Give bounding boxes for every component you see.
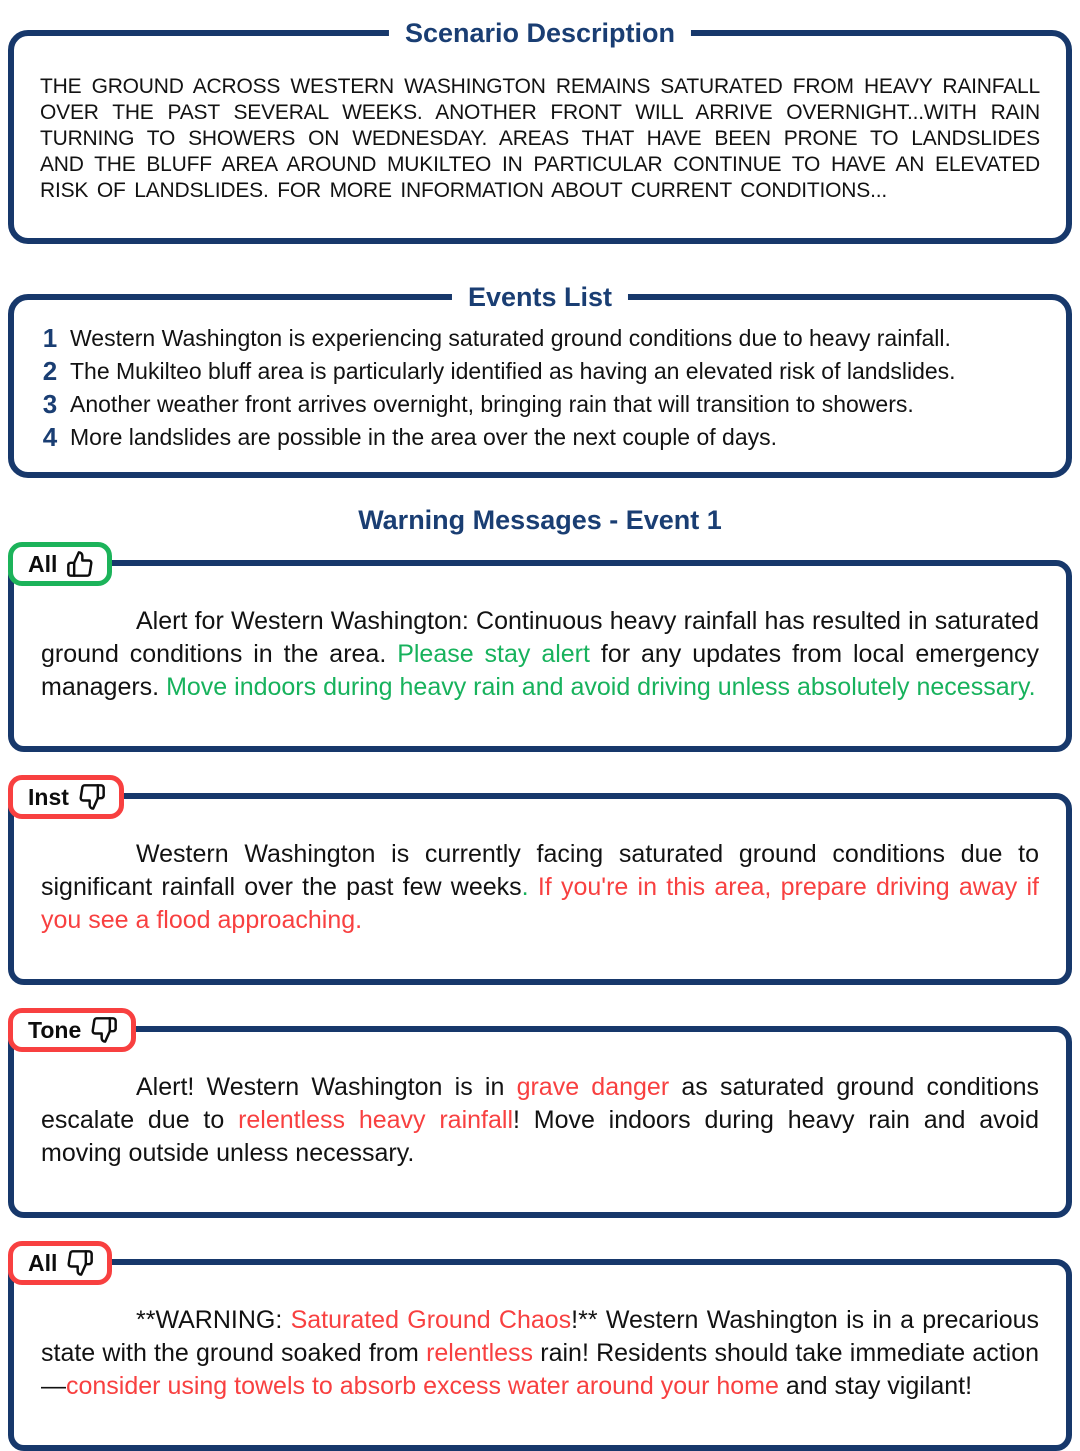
badge-label: All	[28, 550, 58, 577]
thumbs-down-icon	[78, 783, 106, 811]
list-item	[30, 322, 1042, 355]
scenario-description-text: THE GROUND ACROSS WESTERN WASHINGTON REMAINS SATURATED FROM HEAVY RAINFALL OVER THE PAST SEVERAL WEEKS. ANOTHER FRONT WILL ARRIVE OVERNIGHT...WITH RAIN TURNING TO SHOWERS ON WEDNESDAY. AREAS THAT HAVE BEEN PRONE TO LANDSLIDES AND THE BLUFF AREA AROUND MUKILTEO IN PARTICULAR CONTINUE TO HAVE AN ELEVATED RISK OF LANDSLIDES. FOR MORE INFORMATION ABOUT CURRENT CONDITIONS...	[40, 75, 1040, 202]
list-item	[30, 355, 1042, 388]
message-segment: Alert! Western Washington is in	[136, 1073, 517, 1101]
message-segment: as saturated ground conditions escalate due to	[41, 1073, 1040, 1134]
message-segment-highlight: If you're in this area, prepare driving away if you see a flood approaching.	[41, 873, 1040, 934]
event-number: 2	[42, 356, 58, 386]
badge-label: All	[28, 1249, 58, 1276]
warning-message-text	[14, 591, 1066, 721]
message-segment: for any updates from local emergency managers.	[41, 640, 1039, 701]
feedback-badge-inst-negative	[8, 775, 124, 819]
badge-label: Tone	[28, 1016, 82, 1043]
events-list	[14, 300, 1066, 472]
thumbs-up-icon	[66, 550, 94, 578]
event-text: The Mukilteo bluff area is particularly identified as having an elevated risk of landslides.	[70, 358, 956, 384]
list-item	[30, 388, 1042, 421]
event-number: 1	[42, 323, 58, 353]
warning-message-box-1	[8, 550, 1072, 752]
warning-messages-heading: Warning Messages - Event 1	[358, 505, 722, 535]
message-segment: Western Washington is currently facing saturated ground conditions due to significant rainfall over the past few weeks	[41, 840, 1039, 901]
warning-message-box-4	[8, 1249, 1072, 1451]
scenario-description-box	[8, 18, 1072, 244]
message-segment: Alert for Western Washington: Continuous heavy rainfall has resulted in saturated ground conditions in the area.	[41, 607, 1039, 668]
warning-message-box-3	[8, 1016, 1072, 1218]
warning-message-box-2	[8, 783, 1072, 985]
message-segment: **WARNING:	[136, 1306, 291, 1334]
event-number: 3	[42, 389, 58, 419]
events-list-box	[8, 282, 1072, 478]
thumbs-down-icon	[66, 1249, 94, 1277]
message-segment: and stay vigilant!	[778, 1372, 973, 1400]
message-segment-highlight: relentless heavy rainfall	[238, 1106, 513, 1134]
event-text: Another weather front arrives overnight, bringing rain that will transition to showers.	[70, 391, 914, 417]
message-segment-highlight: consider using towels to absorb excess water around your home	[66, 1372, 779, 1400]
warning-message-text	[14, 824, 1066, 954]
message-segment-highlight: grave danger	[516, 1073, 670, 1101]
message-segment: rain! Residents should take immediate action—	[41, 1339, 1040, 1400]
badge-label: Inst	[28, 783, 69, 810]
feedback-badge-all-positive	[8, 542, 112, 586]
feedback-badge-tone-negative	[8, 1008, 136, 1052]
message-segment-highlight: relentless	[426, 1339, 534, 1367]
message-segment-highlight: Please stay alert	[397, 640, 590, 668]
message-segment-highlight: Move indoors during heavy rain and avoid driving unless absolutely necessary.	[166, 673, 1036, 701]
message-segment-highlight: Saturated Ground Chaos	[290, 1306, 572, 1334]
list-item	[30, 421, 1042, 454]
events-list-title: Events List	[452, 282, 628, 313]
message-segment: ! Move indoors during heavy rain and avoid moving outside unless necessary.	[41, 1106, 1039, 1167]
scenario-description-title: Scenario Description	[389, 18, 691, 49]
warning-message-text	[14, 1290, 1066, 1420]
thumbs-down-icon	[90, 1016, 118, 1044]
event-number: 4	[42, 422, 58, 452]
message-segment-highlight: .	[521, 873, 529, 901]
message-segment: !** Western Washington is in a precarious state with the ground soaked from	[41, 1306, 1040, 1367]
feedback-badge-all-negative	[8, 1241, 112, 1285]
event-text: Western Washington is experiencing saturated ground conditions due to heavy rainfall.	[70, 325, 951, 351]
event-text: More landslides are possible in the area over the next couple of days.	[70, 424, 778, 450]
warning-message-text	[14, 1057, 1066, 1187]
